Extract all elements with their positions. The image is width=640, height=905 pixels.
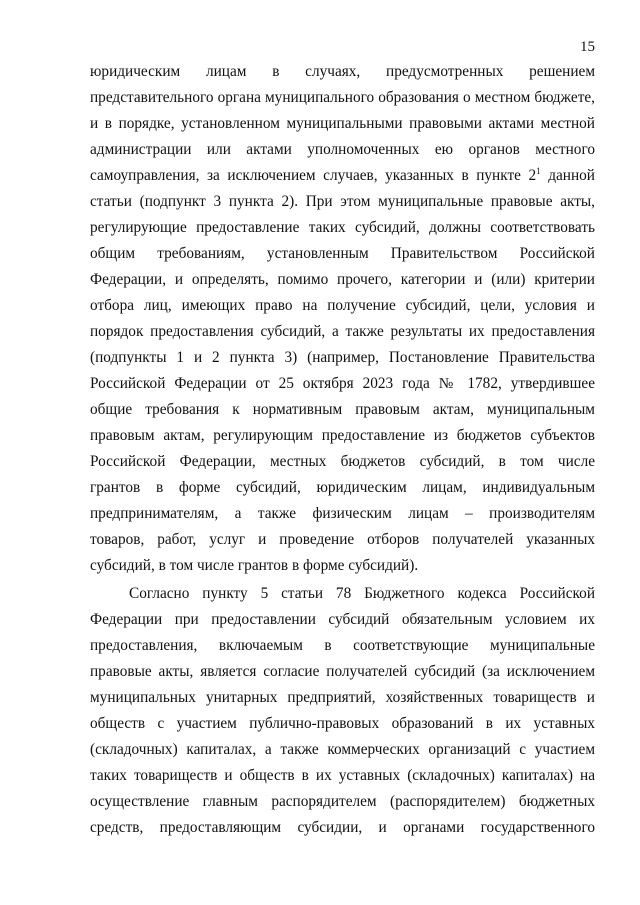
text-line: общим требованиям, установленным Правительством Российской	[90, 245, 595, 262]
text-line: средств, предоставляющим субсидии, и органами государственного	[90, 819, 595, 836]
text-line: администрации или актами уполномоченных ею органов местного	[90, 141, 595, 158]
text-line: (подпункты 1 и 2 пункта 3) (например, Постановление Правительства	[90, 349, 595, 366]
text-line: предоставления, включаемым в соответствующие муниципальные	[90, 637, 595, 654]
text-line: Российской Федерации от 25 октября 2023 года № 1782, утвердившее	[90, 375, 595, 392]
page-number: 15	[580, 39, 595, 55]
text-line: грантов в форме субсидий, юридическим лицам, индивидуальным	[90, 479, 595, 496]
text-line: товаров, работ, услуг и проведение отборов получателей указанных	[90, 531, 595, 548]
text-line: юридическим лицам в случаях, предусмотренных решением	[90, 63, 595, 80]
text-line: представительного органа муниципального образования о местном бюджете,	[90, 89, 595, 106]
text-line: Федерации, и определять, помимо прочего, категории и (или) критерии	[90, 271, 595, 288]
text-line-first: Согласно пункту 5 статьи 78 Бюджетного кодекса Российской	[129, 585, 595, 602]
text-line-main: самоуправления, за исключением случаев, указанных в пункте 2	[90, 167, 537, 184]
text-line: правовым актам, регулирующим предоставление из бюджетов субъектов	[90, 427, 595, 444]
text-line: статьи (подпункт 3 пункта 2). При этом муниципальные правовые акты,	[90, 193, 595, 210]
text-line: осуществление главным распорядителем (распорядителем) бюджетных	[90, 793, 595, 810]
text-line-last: субсидий, в том числе грантов в форме субсидий).	[90, 557, 419, 574]
text-line: муниципальных унитарных предприятий, хозяйственных товариществ и	[90, 689, 595, 706]
text-line: общие требования к нормативным правовым актам, муниципальным	[90, 401, 595, 418]
text-line: регулирующие предоставление таких субсидий, должны соответствовать	[90, 219, 595, 236]
text-line: таких товариществ и обществ в их уставных (складочных) капиталах) на	[90, 767, 595, 784]
text-line: Федерации при предоставлении субсидий обязательным условием их	[90, 611, 595, 628]
superscript-1: 1	[536, 166, 541, 176]
text-line-tail: данной	[540, 167, 595, 184]
text-line: порядок предоставления субсидий, а также результаты их предоставления	[90, 323, 595, 340]
text-line: и в порядке, установленном муниципальными правовыми актами местной	[90, 115, 595, 132]
text-line: Российской Федерации, местных бюджетов субсидий, в том числе	[90, 453, 595, 470]
text-line: обществ с участием публично-правовых образований в их уставных	[90, 715, 595, 732]
text-line: отбора лиц, имеющих право на получение субсидий, цели, условия и	[90, 297, 595, 314]
text-line: правовые акты, является согласие получателей субсидий (за исключением	[90, 663, 595, 680]
text-line-with-footnote	[90, 163, 595, 189]
text-line: предпринимателям, а также физическим лицам – производителям	[90, 505, 595, 522]
text-line: (складочных) капиталах, а также коммерческих организаций с участием	[90, 741, 595, 758]
